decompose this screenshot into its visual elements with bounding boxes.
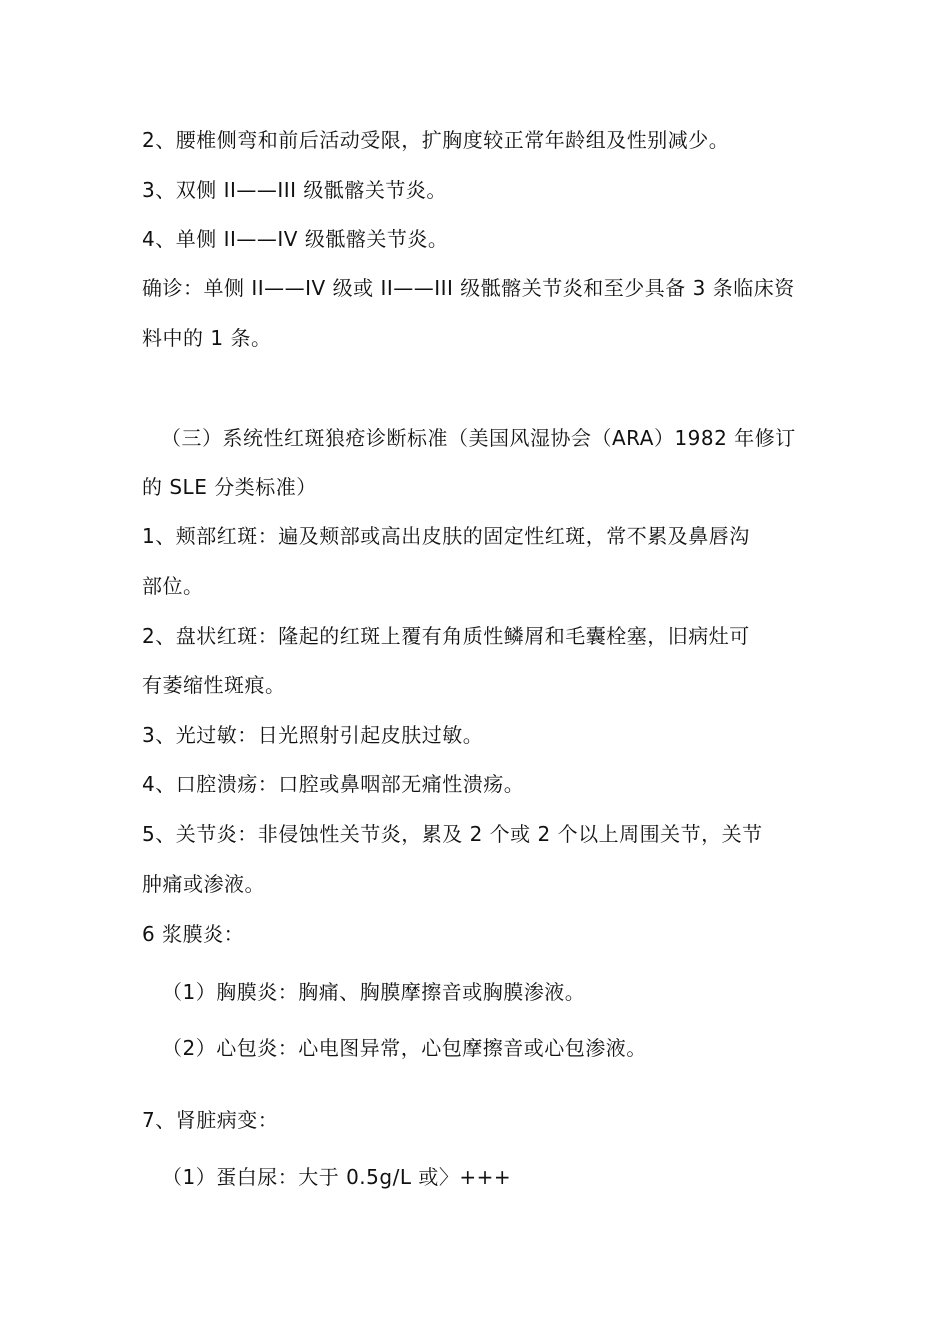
malar-rash-line-2: 部位。: [142, 574, 204, 598]
pericarditis-line: （2）心包炎：心电图异常，心包摩擦音或心包渗液。: [162, 1036, 647, 1060]
renal-heading: 7、肾脏病变：: [142, 1108, 279, 1132]
oral-ulcer-line: 4、口腔溃疡：口腔或鼻咽部无痛性溃疡。: [142, 772, 525, 796]
section-heading-line-2: 的 SLE 分类标准）: [142, 475, 317, 499]
discoid-rash-line-2: 有萎缩性斑痕。: [142, 673, 286, 697]
discoid-rash-line-1: 2、盘状红斑：隆起的红斑上覆有角质性鳞屑和毛囊栓塞，旧病灶可: [142, 624, 750, 648]
serositis-heading: 6 浆膜炎：: [142, 922, 245, 946]
criterion-4-unilateral-line: 4、单侧 II——IV 级骶髂关节炎。: [142, 227, 449, 251]
photosensitivity-line: 3、光过敏：日光照射引起皮肤过敏。: [142, 723, 484, 747]
diagnosis-line-1: 确诊：单侧 II——IV 级或 II——III 级骶髂关节炎和至少具备 3 条临床资: [142, 276, 795, 300]
malar-rash-line-1: 1、颊部红斑：遍及颊部或高出皮肤的固定性红斑，常不累及鼻唇沟: [142, 524, 750, 548]
diagnosis-line-2: 料中的 1 条。: [142, 326, 272, 350]
proteinuria-line: （1）蛋白尿：大于 0.5g/L 或〉+++: [162, 1165, 512, 1189]
section-heading-line-1: （三）系统性红斑狼疮诊断标准（美国风湿协会（ARA）1982 年修订: [161, 426, 796, 450]
criterion-2-lumbar-line: 2、腰椎侧弯和前后活动受限，扩胸度较正常年龄组及性别减少。: [142, 128, 730, 152]
arthritis-line-2: 肿痛或渗液。: [142, 872, 265, 896]
arthritis-line-1: 5、关节炎：非侵蚀性关节炎，累及 2 个或 2 个以上周围关节，关节: [142, 822, 763, 846]
criterion-3-bilateral-line: 3、双侧 II——III 级骶髂关节炎。: [142, 178, 447, 202]
pleuritis-line: （1）胸膜炎：胸痛、胸膜摩擦音或胸膜渗液。: [162, 980, 586, 1004]
